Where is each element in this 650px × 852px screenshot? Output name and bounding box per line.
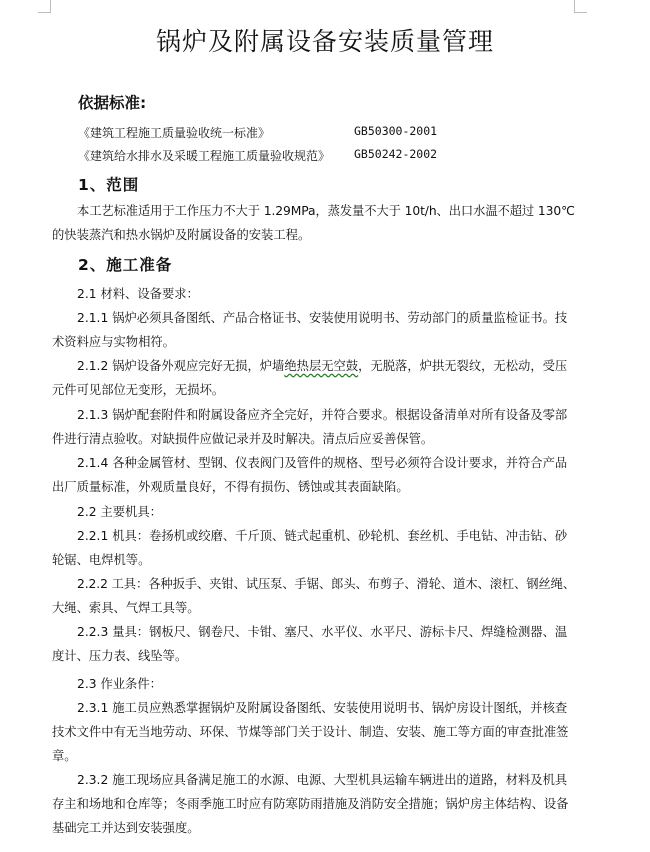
section-heading-preparation: 2、施工准备 <box>78 256 173 274</box>
paragraph-2-3-1: 2.3.1 施工员应熟悉掌握锅炉及附属设备图纸、安装使用说明书、锅炉房设计图纸，并核查 技术文件中有无当地劳动、环保、节煤等部门关于设计、制造、安装、施工等方面的审查批准签 章。 <box>52 701 569 763</box>
paragraph-2-3-2: 2.3.2 施工现场应具备满足施工的水源、电源、大型机具运输车辆进出的道路，材料及机具 存主和场地和仓库等；冬雨季施工时应有防寒防雨措施及消防安全措施；锅炉房主体结构、设备 基础完工并达到安装强度。 <box>52 773 569 835</box>
standard-name: 《建筑给水排水及采暖工程施工质量验收规范》 <box>78 149 331 163</box>
document-title: 锅炉及附属设备安装质量管理 <box>155 27 494 56</box>
paragraph-2-1-2: 2.1.2 锅炉设备外观应完好无损，炉墙绝热层无空鼓，无脱落，炉拱无裂纹，无松动，受压 元件可见部位无变形，无损坏。 <box>52 359 568 397</box>
standard-item <box>78 147 437 164</box>
subheading-materials: 2.1 材料、设备要求： <box>77 287 199 301</box>
page-corner-mark-left <box>38 0 51 13</box>
paragraph-2-2-3: 2.2.3 量具：钢板尺、钢卷尺、卡钳、塞尺、水平仪、水平尺、游标卡尺、焊缝检测器、温 度计、压力表、线坠等。 <box>52 625 568 663</box>
paragraph-2-1-4: 2.1.4 各种金属管材、型钢、仪表阀门及管件的规格、型号必须符合设计要求，并符合产品 出厂质量标准，外观质量良好，不得有损伤、锈蚀或其表面缺陷。 <box>52 456 568 494</box>
basis-heading: 依据标准: <box>78 94 147 112</box>
subheading-conditions: 2.3 作业条件： <box>77 677 162 691</box>
subheading-tools: 2.2 主要机具： <box>77 505 162 519</box>
section-heading-scope: 1、范围 <box>78 176 140 194</box>
paragraph-2-1-3: 2.1.3 锅炉配套附件和附属设备应齐全完好，并符合要求。根据设备清单对所有设备及零部 件进行清点验收。对缺损件应做记录并及时解决。清点后应妥善保管。 <box>52 408 568 446</box>
standard-code: GB50300-2001 <box>354 124 438 138</box>
paragraph-2-2-2: 2.2.2 工具：各种扳手、夹钳、试压泵、手锯、郎头、布剪子、滑轮、道木、滚杠、钢丝绳、 大绳、索具、气焊工具等。 <box>52 577 576 615</box>
standard-item <box>78 124 437 141</box>
scope-paragraph: 本工艺标准适用于工作压力不大于 1.29MPa，蒸发量不大于 10t/h、出口水温不超过 130℃ 的快装蒸汽和热水锅炉及附属设备的安装工程。 <box>52 204 575 242</box>
paragraph-2-2-1: 2.2.1 机具：卷扬机或绞磨、千斤顶、链式起重机、砂轮机、套丝机、手电钻、冲击钻、砂 轮锯、电焊机等。 <box>52 529 568 567</box>
paragraph-2-1-1: 2.1.1 锅炉必须具备图纸、产品合格证书、安装使用说明书、劳动部门的质量监检证书。技 术资料应与实物相符。 <box>52 311 568 349</box>
page-corner-mark-right <box>574 0 587 13</box>
standard-name: 《建筑工程施工质量验收统一标准》 <box>78 126 271 140</box>
spellcheck-underline: 绝热层无空鼓 <box>284 359 359 373</box>
standard-code: GB50242-2002 <box>354 147 438 161</box>
